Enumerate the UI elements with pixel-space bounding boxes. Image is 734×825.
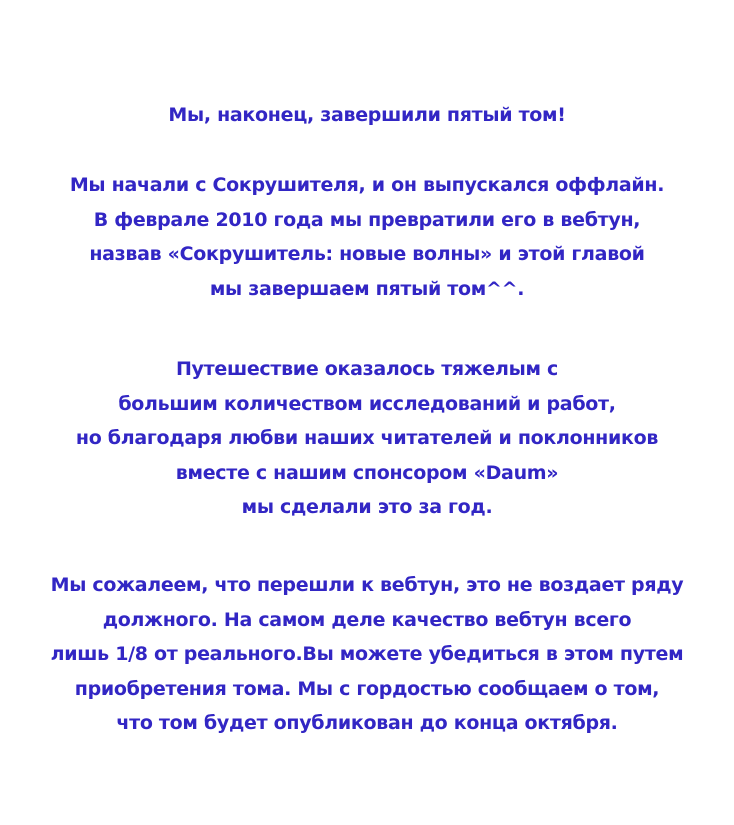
paragraph-completion	[20, 98, 714, 133]
text-line: Мы, наконец, завершили пятый том!	[168, 104, 566, 126]
paragraph-journey	[20, 352, 714, 525]
text-line: Мы начали с Сокрушителя, и он выпускался оффлайн.	[69, 174, 665, 196]
text-line: вместе с нашим спонсором «Daum»	[175, 461, 559, 484]
text-line: большим количеством исследований и работ,	[118, 392, 616, 415]
text-line: но благодаря любви наших читателей и поклонников	[75, 427, 659, 449]
paragraph-history	[20, 168, 714, 306]
text-line: мы завершаем пятый том^^.	[209, 277, 525, 300]
text-line: В феврале 2010 года мы превратили его в вебтун,	[93, 208, 641, 231]
text-line: Путешествие оказалось тяжелым с	[175, 358, 559, 380]
text-line: лишь 1/8 от реального.Вы можете убедиться в этом путем	[50, 643, 684, 665]
paragraph-publication	[20, 568, 714, 741]
text-line: должного. На самом деле качество вебтун всего	[102, 608, 632, 631]
text-line: приобретения тома. Мы с гордостью сообщаем о том,	[74, 677, 660, 700]
text-line: что том будет опубликован до конца октября.	[116, 712, 618, 734]
text-line: Мы сожалеем, что перешли к вебтун, это не воздает ряду	[50, 574, 684, 596]
text-line: мы сделали это за год.	[241, 496, 493, 518]
text-line: назвав «Сокрушитель: новые волны» и этой главой	[89, 243, 645, 265]
